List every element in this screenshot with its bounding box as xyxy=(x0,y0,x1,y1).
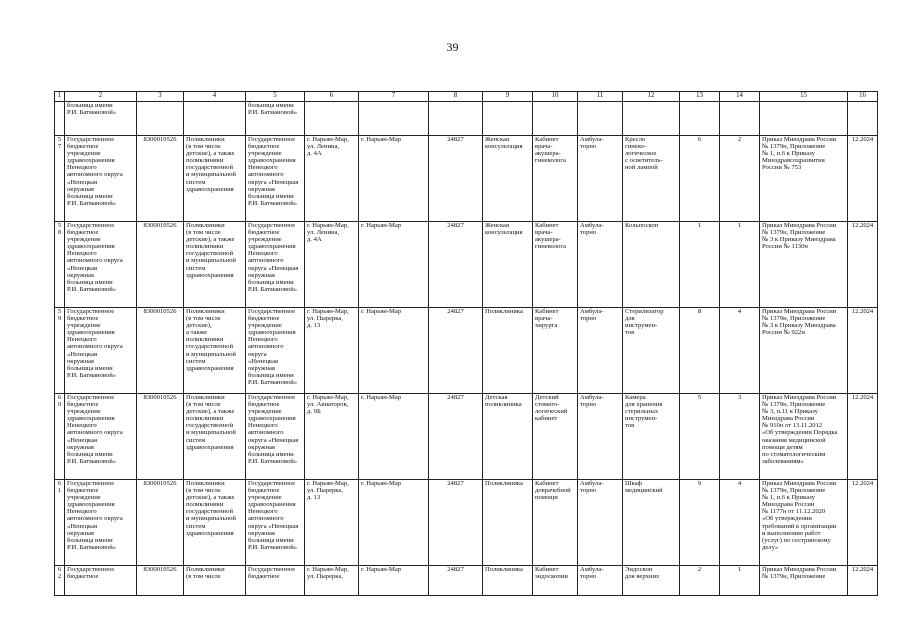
cell-equipment: Камера для хранения стерильных инструмен- тов xyxy=(623,394,680,480)
cell-required-qty: 5 xyxy=(680,394,720,480)
cell-recipient: Государственное бюджетное учреждение здравоохранения Ненецкого автономного округа «Ненецкая окружная больница имени Р.И. Батмановой» xyxy=(246,394,305,480)
column-number: 9 xyxy=(483,92,533,102)
cell-required-qty: 9 xyxy=(680,480,720,566)
column-number-row xyxy=(55,92,878,102)
cell-department: Женская консультация xyxy=(483,222,533,308)
cell-empty xyxy=(848,102,878,136)
cell-recipient: больница имени Р.И. Батмановой» xyxy=(246,102,305,136)
cell-legal-basis: Приказ Минздрава России № 1379н, Приложение № 3 к Приказу Минздрава России № 922н xyxy=(760,308,848,394)
cell-deadline: 12.2024 xyxy=(848,480,878,566)
cell-recipient: Государственное бюджетное учреждение здравоохранения Ненецкого автономного округа «Ненецкая окружная больница имени Р.И. Батмановой» xyxy=(246,480,305,566)
column-number: 3 xyxy=(137,92,184,102)
cell-code: 24827 xyxy=(429,394,483,480)
cell-organization: Государственное бюджетное учреждение здравоохранения Ненецкого автономного округа «Ненецкая окружная больница имени Р.И. Батмановой» xyxy=(65,222,137,308)
cell-row-number: 60 xyxy=(55,394,65,480)
cell-available-qty: 3 xyxy=(720,394,760,480)
cell-unit-type: Поликлиники (в том числе детские), а также поликлиники государственной и муниципальной систем здравоохранения xyxy=(184,308,246,394)
cell-care-form: Амбула- торно xyxy=(578,222,623,308)
cell-room: Кабинет врача- акушера- гинеколога xyxy=(533,222,578,308)
cell-care-form: Амбула- торно xyxy=(578,480,623,566)
cell-address: г. Нарьян-Мар, ул. Ленина, д. 4А xyxy=(305,222,359,308)
cell-code: 24827 xyxy=(429,222,483,308)
continuation-row xyxy=(55,102,878,136)
cell-deadline: 12.2024 xyxy=(848,308,878,394)
cell-equipment: Кресло гинеко- логическое с осветитель- ной лампой xyxy=(623,136,680,222)
cell-recipient: Государственное бюджетное учреждение здравоохранения Ненецкого автономного округа «Ненецкая окружная больница имени Р.И. Батмановой» xyxy=(246,136,305,222)
cell-room: Кабинет эндоскопии xyxy=(533,566,578,596)
cell-empty xyxy=(720,102,760,136)
cell-equipment: Стерилизатор для инструмен- тов xyxy=(623,308,680,394)
cell-available-qty: 4 xyxy=(720,308,760,394)
cell-empty xyxy=(184,102,246,136)
cell-empty xyxy=(533,102,578,136)
register-body xyxy=(55,92,878,596)
cell-empty xyxy=(429,102,483,136)
cell-code: 24827 xyxy=(429,308,483,394)
page-number: 39 xyxy=(446,40,459,54)
cell-city: г. Нарьян-Мар xyxy=(359,222,429,308)
cell-city: г. Нарьян-Мар xyxy=(359,566,429,596)
register-table xyxy=(54,91,878,596)
cell-row-number: 62 xyxy=(55,566,65,596)
cell-equipment: Эндоскоп для верхних xyxy=(623,566,680,596)
cell-required-qty: 2 xyxy=(680,566,720,596)
cell-deadline: 12.2024 xyxy=(848,136,878,222)
cell-organization: Государственное бюджетное учреждение здравоохранения Ненецкого автономного округа «Ненецкая окружная больница имени Р.И. Батмановой» xyxy=(65,136,137,222)
cell-recipient: Государственное бюджетное учреждение здравоохранения Ненецкого автономного округа «Ненецкая окружная больница имени Р.И. Батмановой» xyxy=(246,308,305,394)
cell-inn: 8300010526 xyxy=(137,222,184,308)
cell-empty xyxy=(760,102,848,136)
cell-department: Поликлиника xyxy=(483,566,533,596)
cell-department: Женская консультация xyxy=(483,136,533,222)
cell-care-form: Амбула- торно xyxy=(578,136,623,222)
cell-unit-type: Поликлиники (в том числе детские), а также поликлиники государственной и муниципальной систем здравоохранения xyxy=(184,222,246,308)
cell-unit-type: Поликлиники (в том числе детские), а также поликлиники государственной и муниципальной систем здравоохранения xyxy=(184,394,246,480)
cell-care-form: Амбула- торно xyxy=(578,394,623,480)
cell-row-number: 57 xyxy=(55,136,65,222)
cell-available-qty: 2 xyxy=(720,136,760,222)
cell-organization: больница имени Р.И. Батмановой» xyxy=(65,102,137,136)
cell-care-form: Амбула- торно xyxy=(578,566,623,596)
table-row xyxy=(55,308,878,394)
column-number: 16 xyxy=(848,92,878,102)
column-number: 12 xyxy=(623,92,680,102)
cell-address: г. Нарьян-Мар, ул. Ленина, д. 4А xyxy=(305,136,359,222)
column-number: 11 xyxy=(578,92,623,102)
column-number: 7 xyxy=(359,92,429,102)
cell-inn: 8300010526 xyxy=(137,136,184,222)
column-number: 2 xyxy=(65,92,137,102)
cell-legal-basis: Приказ Минздрава России № 1379н, Приложение № 1, п.6 к Приказу Минздрава России № 1177н от 11.12.2020 «Об утверждении требований к организации и выполнению работ (услуг) по сестринскому делу» xyxy=(760,480,848,566)
cell-available-qty: 1 xyxy=(720,222,760,308)
cell-available-qty: 1 xyxy=(720,566,760,596)
cell-inn: 8300010526 xyxy=(137,394,184,480)
cell-empty xyxy=(359,102,429,136)
column-number: 4 xyxy=(184,92,246,102)
cell-organization: Государственное бюджетное учреждение здравоохранения Ненецкого автономного округа «Ненецкая окружная больница имени Р.И. Батмановой» xyxy=(65,308,137,394)
cell-address: г. Нарьян-Мар, ул. Авиаторов, д. 9Б xyxy=(305,394,359,480)
cell-unit-type: Поликлиники (в том числе детские), а также поликлиники государственной и муниципальной систем здравоохранения xyxy=(184,136,246,222)
cell-address: г. Нарьян-Мар, ул. Пырерка, xyxy=(305,566,359,596)
cell-code: 24827 xyxy=(429,136,483,222)
cell-required-qty: 8 xyxy=(680,308,720,394)
cell-unit-type: Поликлиники (в том числе детские), а также поликлиники государственной и муниципальной систем здравоохранения xyxy=(184,480,246,566)
cell-room: Кабинет доврачебной помощи xyxy=(533,480,578,566)
cell-address: г. Нарьян-Мар, ул. Пырерка, д. 13 xyxy=(305,480,359,566)
cell-room: Кабинет врача- хирурга xyxy=(533,308,578,394)
cell-address: г. Нарьян-Мар, ул. Пырерка, д. 13 xyxy=(305,308,359,394)
cell-legal-basis: Приказ Минздрава России № 1379н, Приложение xyxy=(760,566,848,596)
cell-required-qty: 6 xyxy=(680,136,720,222)
table-row xyxy=(55,222,878,308)
cell-empty xyxy=(483,102,533,136)
cell-empty xyxy=(623,102,680,136)
cell-department: Детская поликлиника xyxy=(483,394,533,480)
table-row xyxy=(55,566,878,596)
column-number: 10 xyxy=(533,92,578,102)
cell-care-form: Амбула- торно xyxy=(578,308,623,394)
cell-legal-basis: Приказ Минздрава России № 1379н, Приложение № 3, п.11 к Приказу Минздрава России № 910н от 13.11.2012 «Об утверждении Порядка оказания медицинской помощи детям по стоматологическим заболеваниям» xyxy=(760,394,848,480)
table-row xyxy=(55,480,878,566)
cell-inn: 8300010526 xyxy=(137,566,184,596)
cell-city: г. Нарьян-Мар xyxy=(359,136,429,222)
cell-recipient: Государственное бюджетное xyxy=(246,566,305,596)
cell-available-qty: 4 xyxy=(720,480,760,566)
cell-organization: Государственное бюджетное xyxy=(65,566,137,596)
column-number: 5 xyxy=(246,92,305,102)
cell-department: Поликлиника xyxy=(483,308,533,394)
column-number: 15 xyxy=(760,92,848,102)
cell-num xyxy=(55,102,65,136)
cell-row-number: 59 xyxy=(55,308,65,394)
cell-organization: Государственное бюджетное учреждение здравоохранения Ненецкого автономного округа «Ненецкая окружная больница имени Р.И. Батмановой» xyxy=(65,394,137,480)
cell-city: г. Нарьян-Мар xyxy=(359,480,429,566)
column-number: 14 xyxy=(720,92,760,102)
cell-inn: 8300010526 xyxy=(137,480,184,566)
cell-empty xyxy=(680,102,720,136)
cell-deadline: 12.2024 xyxy=(848,222,878,308)
cell-empty xyxy=(305,102,359,136)
cell-empty xyxy=(578,102,623,136)
cell-equipment: Шкаф медицинский xyxy=(623,480,680,566)
cell-empty xyxy=(137,102,184,136)
cell-equipment: Кольпоскоп xyxy=(623,222,680,308)
column-number: 6 xyxy=(305,92,359,102)
cell-recipient: Государственное бюджетное учреждение здравоохранения Ненецкого автономного округа «Ненецкая окружная больница имени Р.И. Батмановой» xyxy=(246,222,305,308)
cell-code: 24827 xyxy=(429,480,483,566)
cell-row-number: 61 xyxy=(55,480,65,566)
cell-legal-basis: Приказ Минздрава России № 1379н, Приложение № 1, п.6 к Приказу Минздравсоцразвития России № 753 xyxy=(760,136,848,222)
table-row xyxy=(55,136,878,222)
cell-deadline: 12.2024 xyxy=(848,394,878,480)
column-number: 13 xyxy=(680,92,720,102)
cell-legal-basis: Приказ Минздрава России № 1379н, Приложение № 3 к Приказу Минздрава России № 1130н xyxy=(760,222,848,308)
cell-city: г. Нарьян-Мар xyxy=(359,308,429,394)
cell-inn: 8300010526 xyxy=(137,308,184,394)
table-row xyxy=(55,394,878,480)
cell-city: г. Нарьян-Мар xyxy=(359,394,429,480)
cell-row-number: 58 xyxy=(55,222,65,308)
cell-deadline: 12.2024 xyxy=(848,566,878,596)
cell-organization: Государственное бюджетное учреждение здравоохранения Ненецкого автономного округа «Ненецкая окружная больница имени Р.И. Батмановой» xyxy=(65,480,137,566)
column-number: 8 xyxy=(429,92,483,102)
cell-room: Кабинет врача- акушера- гинеколога xyxy=(533,136,578,222)
cell-room: Детский стомато- логический кабинет xyxy=(533,394,578,480)
column-number: 1 xyxy=(55,92,65,102)
cell-code: 24827 xyxy=(429,566,483,596)
cell-required-qty: 1 xyxy=(680,222,720,308)
cell-department: Поликлиника xyxy=(483,480,533,566)
cell-unit-type: Поликлиники (в том числе xyxy=(184,566,246,596)
